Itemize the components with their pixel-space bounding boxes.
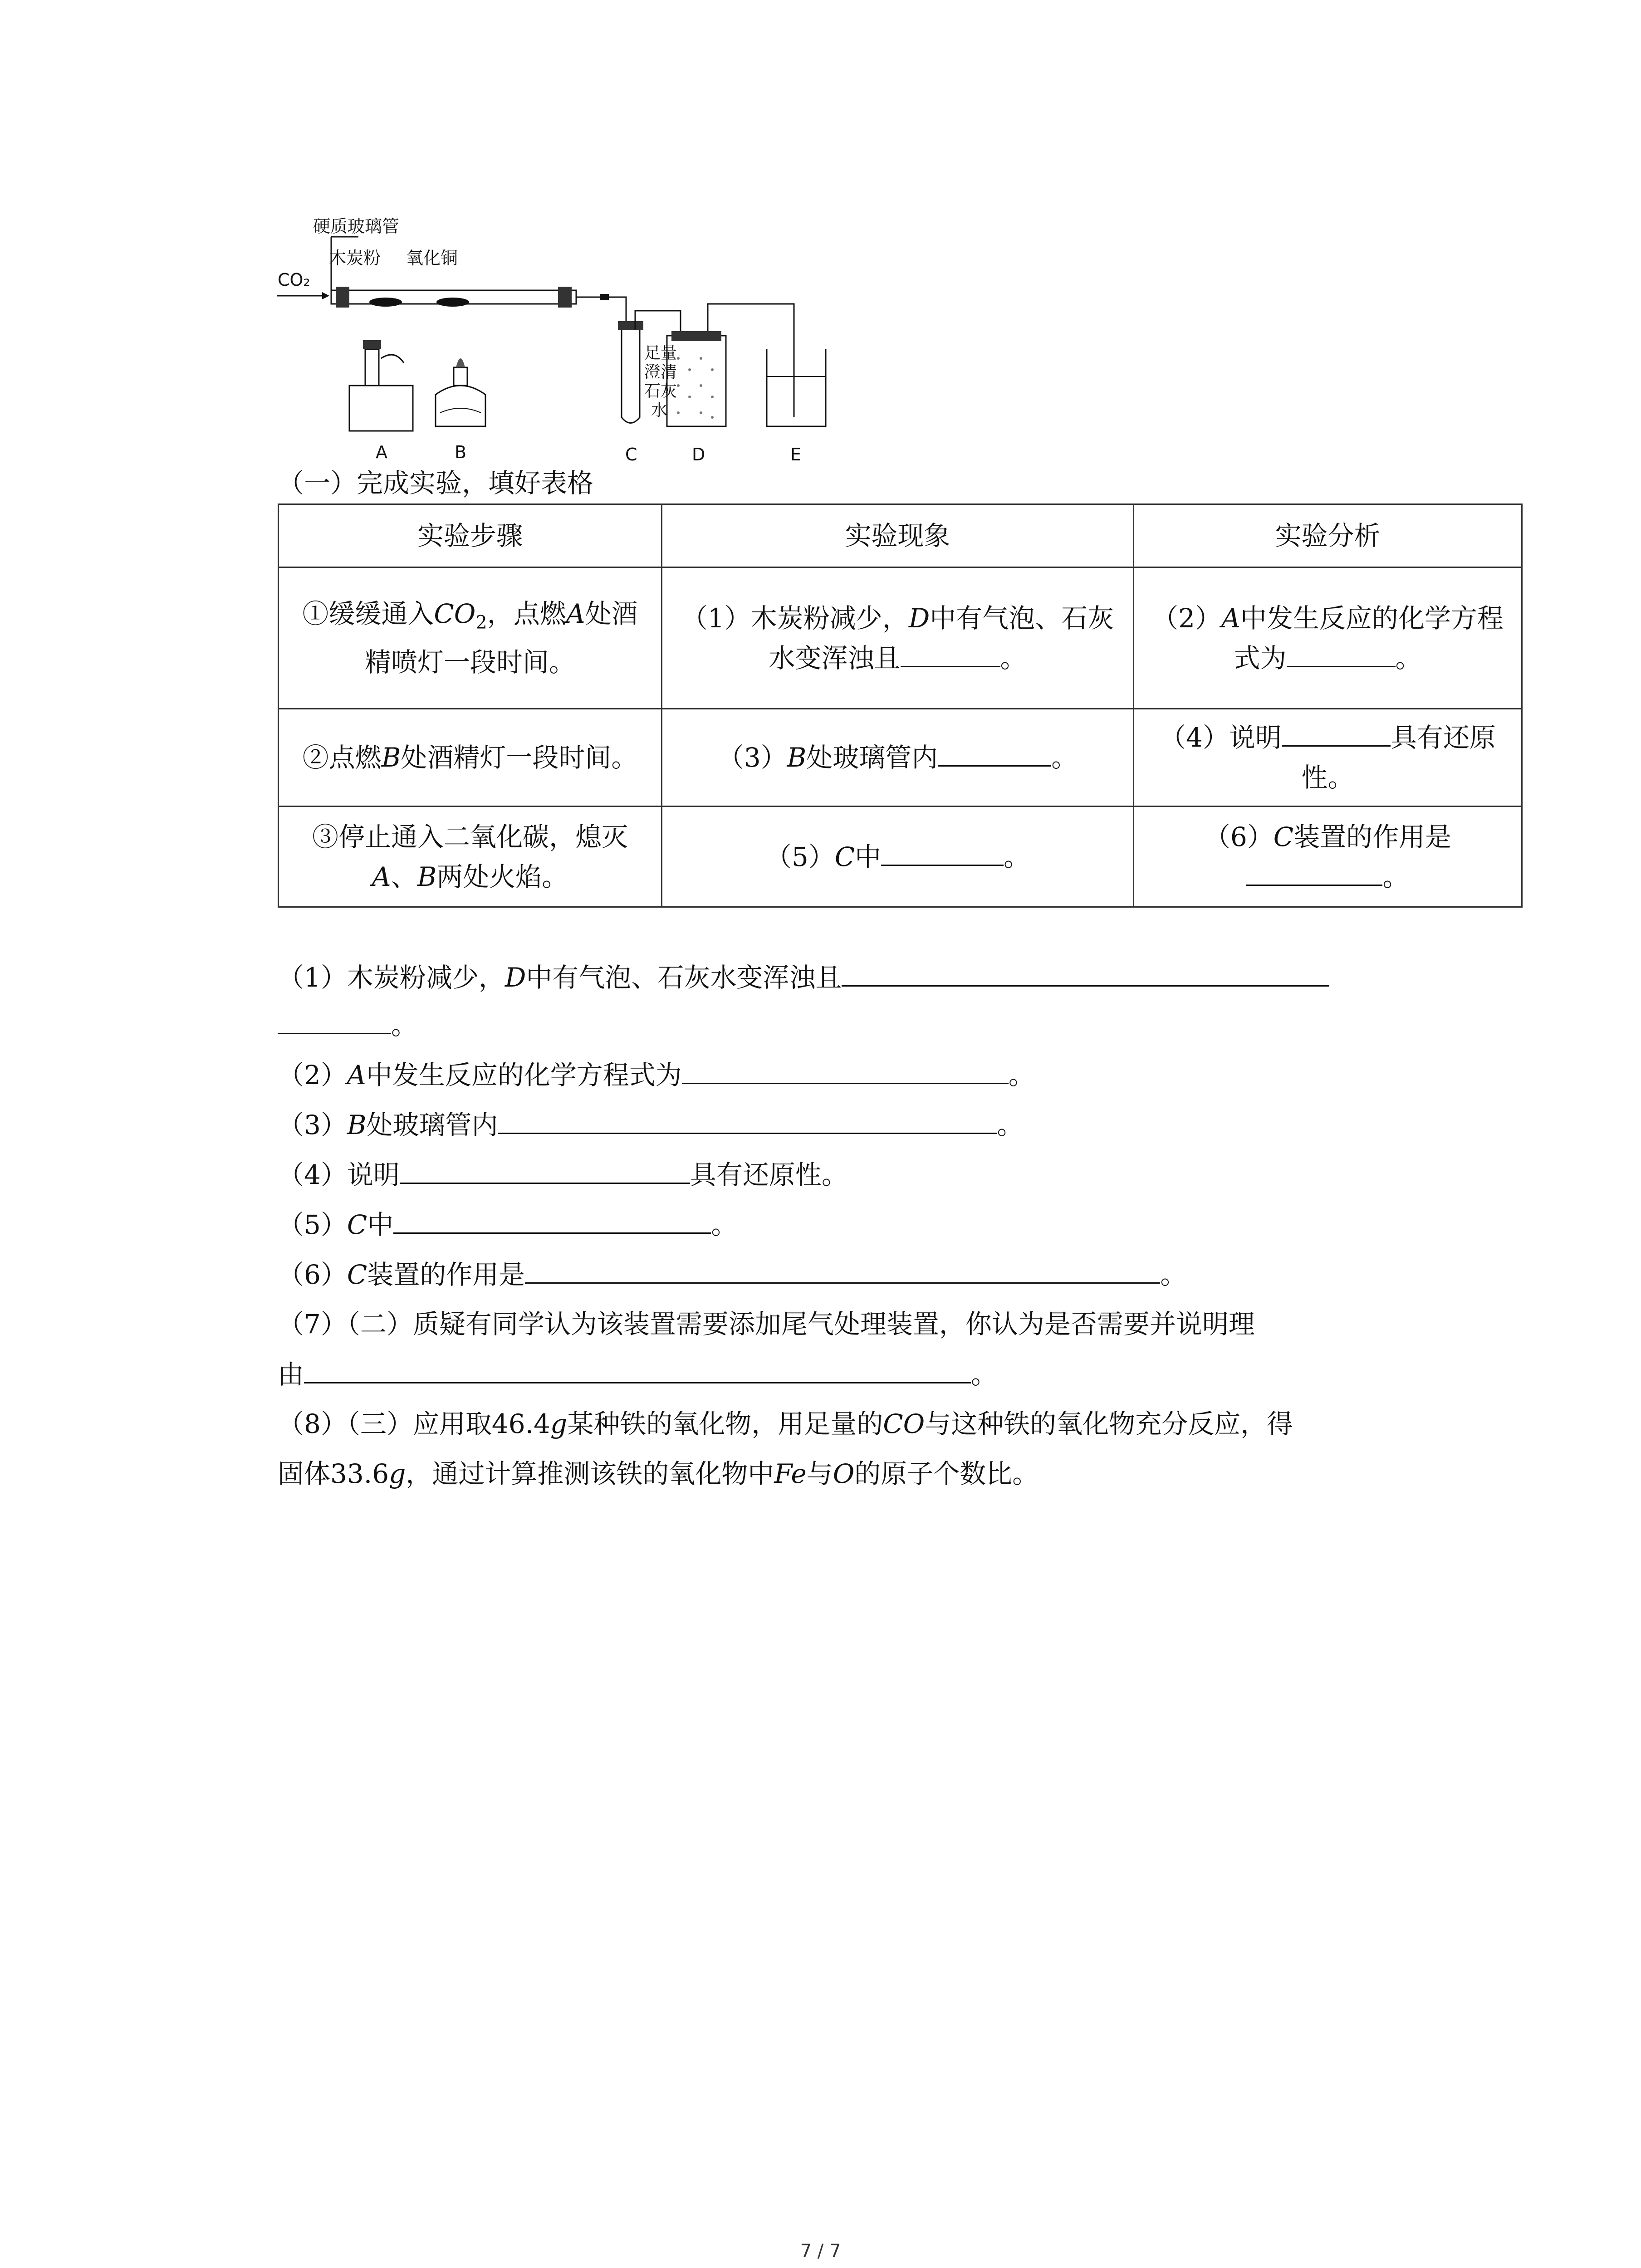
label-co2: CO₂: [278, 270, 310, 290]
label-limewater-3: 石灰: [644, 382, 677, 401]
table-row: [279, 709, 1522, 807]
question-8-cont: 固体33.6g，通过计算推测该铁的氧化物中Fe与O的原子个数比。: [278, 1458, 1039, 1489]
label-letter-c: C: [625, 445, 637, 464]
question-3: （3）B处玻璃管内 。: [278, 1105, 1024, 1145]
question-5: （5）C中 。: [278, 1204, 737, 1245]
row1-step: ①缓缓通入$CO_2$，点燃A处酒精喷灯一段时间。: [279, 567, 662, 709]
question-6: （6）C装置的作用是 。: [278, 1254, 1186, 1295]
experiment-table: [278, 503, 1523, 908]
blank-2[interactable]: [1287, 640, 1396, 667]
question-1: （1）木炭粉减少，D中有气泡、石灰水变浑浊且: [278, 957, 1329, 997]
label-letter-d: D: [692, 445, 705, 464]
blank-3[interactable]: [938, 739, 1051, 767]
page-number: 7 / 7: [800, 2241, 841, 2262]
table-row: [279, 567, 1522, 709]
blank-6[interactable]: [1246, 858, 1382, 886]
header-steps: 实验步骤: [279, 504, 662, 567]
row1-observation: （1）木炭粉减少，D中有气泡、石灰水变浑浊且 。: [662, 567, 1134, 709]
table-header-row: [279, 504, 1522, 567]
header-phenomena: 实验现象: [662, 504, 1134, 567]
question-8: （8）（三）应用取46.4g某种铁的氧化物，用足量的CO与这种铁的氧化物充分反应，得: [278, 1408, 1293, 1439]
row3-observation: （5）C中 。: [662, 807, 1134, 907]
answer-line-4[interactable]: [400, 1154, 690, 1184]
question-7: （7）（二）质疑有同学认为该装置需要添加尾气处理装置，你认为是否需要并说明理: [278, 1309, 1255, 1339]
question-7-cont: 由 。: [278, 1354, 997, 1394]
label-hard-glass-tube: 硬质玻璃管: [313, 216, 400, 236]
answer-line-1a[interactable]: [842, 957, 1329, 987]
label-letter-b: B: [455, 442, 467, 462]
row3-analysis: （6）C装置的作用是。: [1134, 807, 1522, 907]
question-4: （4）说明 具有还原性。: [278, 1154, 848, 1195]
header-analysis: 实验分析: [1134, 504, 1522, 567]
row3-step: ③停止通入二氧化碳，熄灭A、B两处火焰。: [279, 807, 662, 907]
apparatus-diagram: [272, 213, 871, 467]
blank-4[interactable]: [1282, 719, 1391, 747]
answer-line-5[interactable]: [393, 1204, 711, 1234]
question-1-cont: 。: [278, 1005, 417, 1045]
label-limewater-4: 水: [651, 401, 668, 420]
answer-line-2[interactable]: [682, 1055, 1009, 1084]
question-2: （2）A中发生反应的化学方程式为 。: [278, 1055, 1035, 1095]
label-limewater-1: 足量: [644, 344, 677, 362]
label-letter-e: E: [790, 445, 802, 464]
label-letter-a: A: [376, 442, 387, 462]
blank-1[interactable]: [901, 640, 1000, 667]
label-limewater-2: 澄清: [644, 363, 677, 381]
row1-analysis: （2）A中发生反应的化学方程式为 。: [1134, 567, 1522, 709]
answer-line-3[interactable]: [498, 1105, 997, 1134]
table-row: [279, 807, 1522, 907]
row2-step: ②点燃B处酒精灯一段时间。: [279, 709, 662, 807]
blank-5[interactable]: [881, 838, 1004, 866]
label-copper-oxide: 氧化铜: [406, 248, 458, 268]
row2-analysis: （4）说明 具有还原性。: [1134, 709, 1522, 807]
label-charcoal: 木炭粉: [329, 248, 381, 268]
answer-line-1b[interactable]: [278, 1005, 391, 1034]
row2-observation: （3）B处玻璃管内 。: [662, 709, 1134, 807]
answer-line-7[interactable]: [304, 1354, 971, 1383]
section-title: （一）完成实验，填好表格: [278, 468, 594, 499]
answer-line-6[interactable]: [525, 1254, 1160, 1284]
